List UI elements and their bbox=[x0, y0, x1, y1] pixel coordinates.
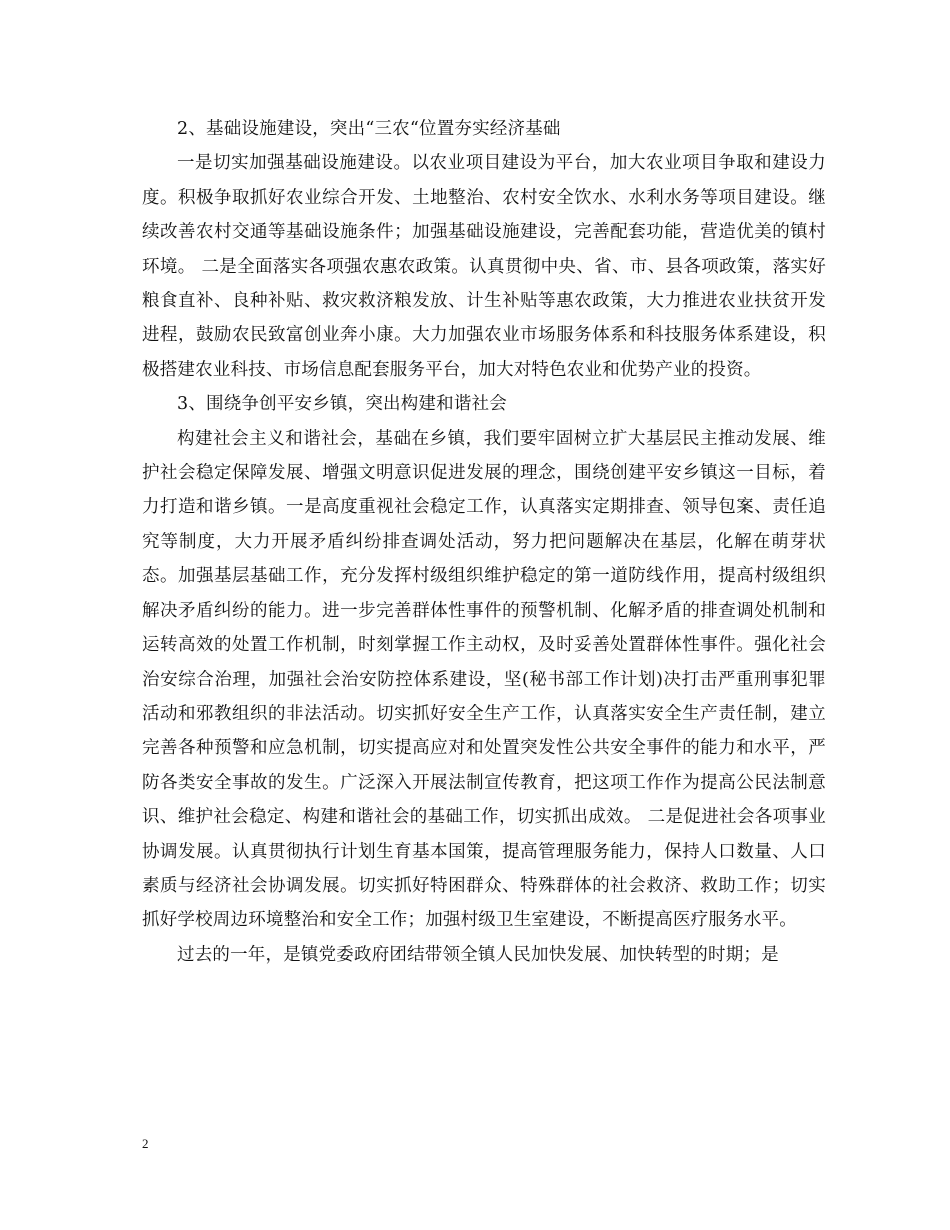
paragraph-infrastructure: 一是切实加强基础设施建设。以农业项目建设为平台，加大农业项目争取和建设力度。积极争取抓好农业综合开发、土地整治、农村安全饮水、水利水务等项目建设。继续改善农村交通等基础设施条件；加强基础设施建设，完善配套功能，营造优美的镇村环境。 二是全面落实各项强农惠农政策。认真贯彻中央、省、市、县各项政策，落实好粮食直补、良种补贴、救灾救济粮发放、计生补贴等惠农政策，大力推进农业扶贫开发进程，鼓励农民致富创业奔小康。大力加强农业市场服务体系和科技服务体系建设，积极搭建农业科技、市场信息配套服务平台，加大对特色农业和优势产业的投资。 bbox=[142, 153, 826, 380]
section-heading-safe-township: 3、围绕争创平安乡镇，突出构建和谐社会 bbox=[177, 394, 507, 415]
document-body bbox=[142, 112, 826, 972]
page-number: 2 bbox=[142, 1136, 149, 1151]
paragraph-harmonious-society: 构建社会主义和谐社会，基础在乡镇，我们要牢固树立扩大基层民主推动发展、维护社会稳定保障发展、增强文明意识促进发展的理念，围绕创建平安乡镇这一目标，着力打造和谐乡镇。一是高度重视社会稳定工作，认真落实定期排查、领导包案、责任追究等制度，大力开展矛盾纠纷排查调处活动，努力把问题解决在基层，化解在萌芽状态。加强基层基础工作，充分发挥村级组织维护稳定的第一道防线作用，提高村级组织解决矛盾纠纷的能力。进一步完善群体性事件的预警机制、化解矛盾的排查调处机制和运转高效的处置工作机制，时刻掌握工作主动权，及时妥善处置群体性事件。强化社会治安综合治理，加强社会治安防控体系建设，坚(秘书部工作计划)决打击严重刑事犯罪活动和邪教组织的非法活动。切实抓好安全生产工作，认真落实安全生产责任制，建立完善各种预警和应急机制，切实提高应对和处置突发性公共安全事件的能力和水平，严防各类安全事故的发生。广泛深入开展法制宣传教育，把这项工作作为提高公民法制意识、维护社会稳定、构建和谐社会的基础工作，切实抓出成效。 二是促进社会各项事业协调发展。认真贯彻执行计划生育基本国策，提高管理服务能力，保持人口数量、人口素质与经济社会协调发展。切实抓好特困群众、特殊群体的社会救济、救助工作；切实抓好学校周边环境整治和安全工作；加强村级卫生室建设，不断提高医疗服务水平。 bbox=[142, 428, 826, 931]
paragraph-past-year: 过去的一年，是镇党委政府团结带领全镇人民加快发展、加快转型的时期；是 bbox=[177, 944, 779, 965]
section-heading-infrastructure: 2、基础设施建设，突出“三农“位置夯实经济基础 bbox=[177, 119, 561, 139]
